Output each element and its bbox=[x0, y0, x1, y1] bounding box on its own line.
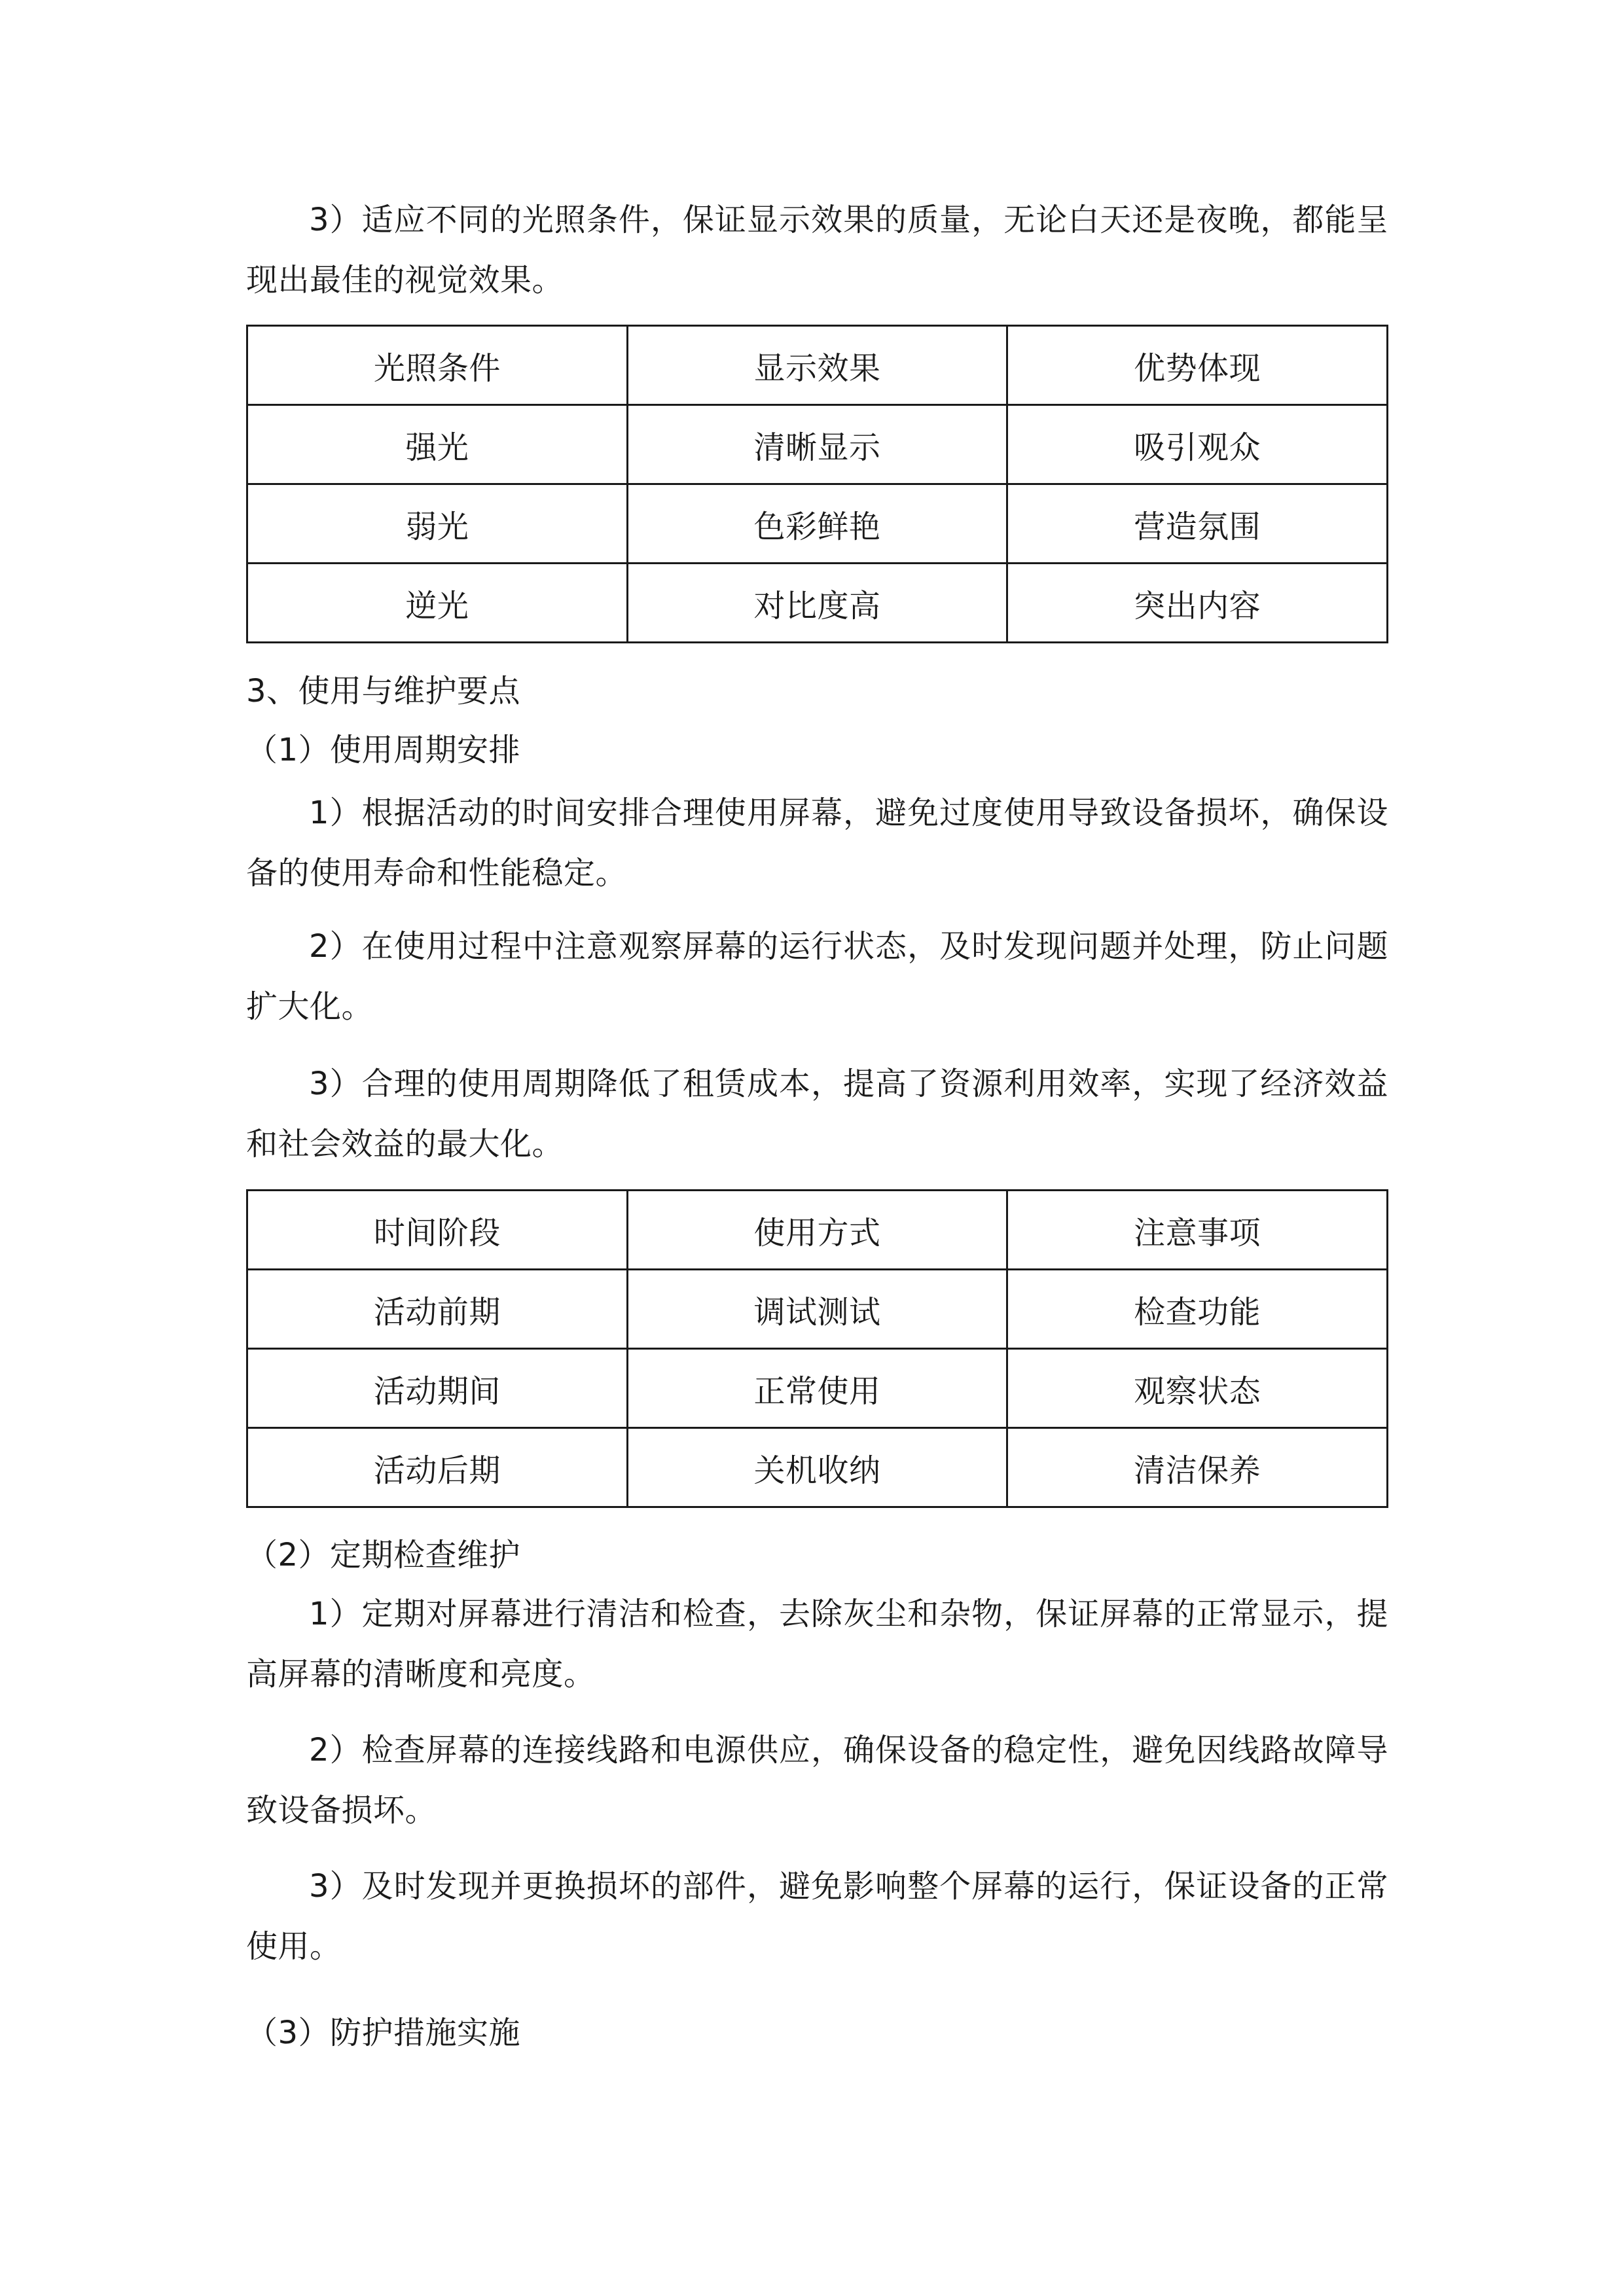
table-cell: 正常使用 bbox=[627, 1349, 1007, 1428]
table-cell: 活动期间 bbox=[247, 1349, 628, 1428]
table-cell: 清洁保养 bbox=[1007, 1428, 1388, 1507]
table-cell: 活动前期 bbox=[247, 1270, 628, 1349]
table-cell: 逆光 bbox=[247, 564, 628, 643]
table-cell: 关机收纳 bbox=[627, 1428, 1007, 1507]
table-header-cell: 时间阶段 bbox=[247, 1191, 628, 1270]
table-cell: 检查功能 bbox=[1007, 1270, 1388, 1349]
lighting-table bbox=[246, 325, 1388, 643]
paragraph-usage-1: 1）根据活动的时间安排合理使用屏幕，避免过度使用导致设备损坏，确保设备的使用寿命和性能稳定。 bbox=[246, 795, 1388, 891]
table-cell: 营造氛围 bbox=[1007, 484, 1388, 564]
table-cell: 弱光 bbox=[247, 484, 628, 564]
paragraph-usage-3: 3）合理的使用周期降低了租赁成本，提高了资源利用效率，实现了经济效益和社会效益的最大化。 bbox=[246, 1066, 1388, 1162]
table-cell: 观察状态 bbox=[1007, 1349, 1388, 1428]
table-cell: 突出内容 bbox=[1007, 564, 1388, 643]
paragraph-inspection-2: 2）检查屏幕的连接线路和电源供应，确保设备的稳定性，避免因线路故障导致设备损坏。 bbox=[246, 1732, 1388, 1829]
table-header-cell: 使用方式 bbox=[627, 1191, 1007, 1270]
subsection-heading-inspection: （2）定期检查维护 bbox=[246, 1537, 521, 1573]
paragraph-lighting-adaptation: 3）适应不同的光照条件，保证显示效果的质量，无论白天还是夜晚，都能呈现出最佳的视觉效果。 bbox=[246, 202, 1388, 298]
table-row bbox=[247, 484, 1388, 564]
table-cell: 清晰显示 bbox=[627, 405, 1007, 484]
table-header-cell: 显示效果 bbox=[627, 326, 1007, 405]
paragraph-inspection-1: 1）定期对屏幕进行清洁和检查，去除灰尘和杂物，保证屏幕的正常显示，提高屏幕的清晰度和亮度。 bbox=[246, 1596, 1388, 1693]
paragraph-usage-2: 2）在使用过程中注意观察屏幕的运行状态，及时发现问题并处理，防止问题扩大化。 bbox=[246, 928, 1388, 1025]
section-heading-usage-maintenance: 3、使用与维护要点 bbox=[246, 673, 521, 709]
table-row bbox=[247, 1428, 1388, 1507]
table-header-cell: 优势体现 bbox=[1007, 326, 1388, 405]
table-cell: 对比度高 bbox=[627, 564, 1007, 643]
table-cell: 吸引观众 bbox=[1007, 405, 1388, 484]
subsection-heading-usage-cycle: （1）使用周期安排 bbox=[246, 732, 521, 768]
paragraph-inspection-3: 3）及时发现并更换损坏的部件，避免影响整个屏幕的运行，保证设备的正常使用。 bbox=[246, 1868, 1388, 1965]
table-header-cell: 注意事项 bbox=[1007, 1191, 1388, 1270]
table-header-row bbox=[247, 1191, 1388, 1270]
table-header-row bbox=[247, 326, 1388, 405]
table-cell: 活动后期 bbox=[247, 1428, 628, 1507]
table-row bbox=[247, 405, 1388, 484]
table-cell: 色彩鲜艳 bbox=[627, 484, 1007, 564]
table-row bbox=[247, 564, 1388, 643]
table-cell: 强光 bbox=[247, 405, 628, 484]
subsection-heading-protection: （3）防护措施实施 bbox=[246, 2015, 521, 2051]
table-cell: 调试测试 bbox=[627, 1270, 1007, 1349]
table-header-cell: 光照条件 bbox=[247, 326, 628, 405]
table-row bbox=[247, 1270, 1388, 1349]
usage-table bbox=[246, 1189, 1388, 1508]
table-row bbox=[247, 1349, 1388, 1428]
